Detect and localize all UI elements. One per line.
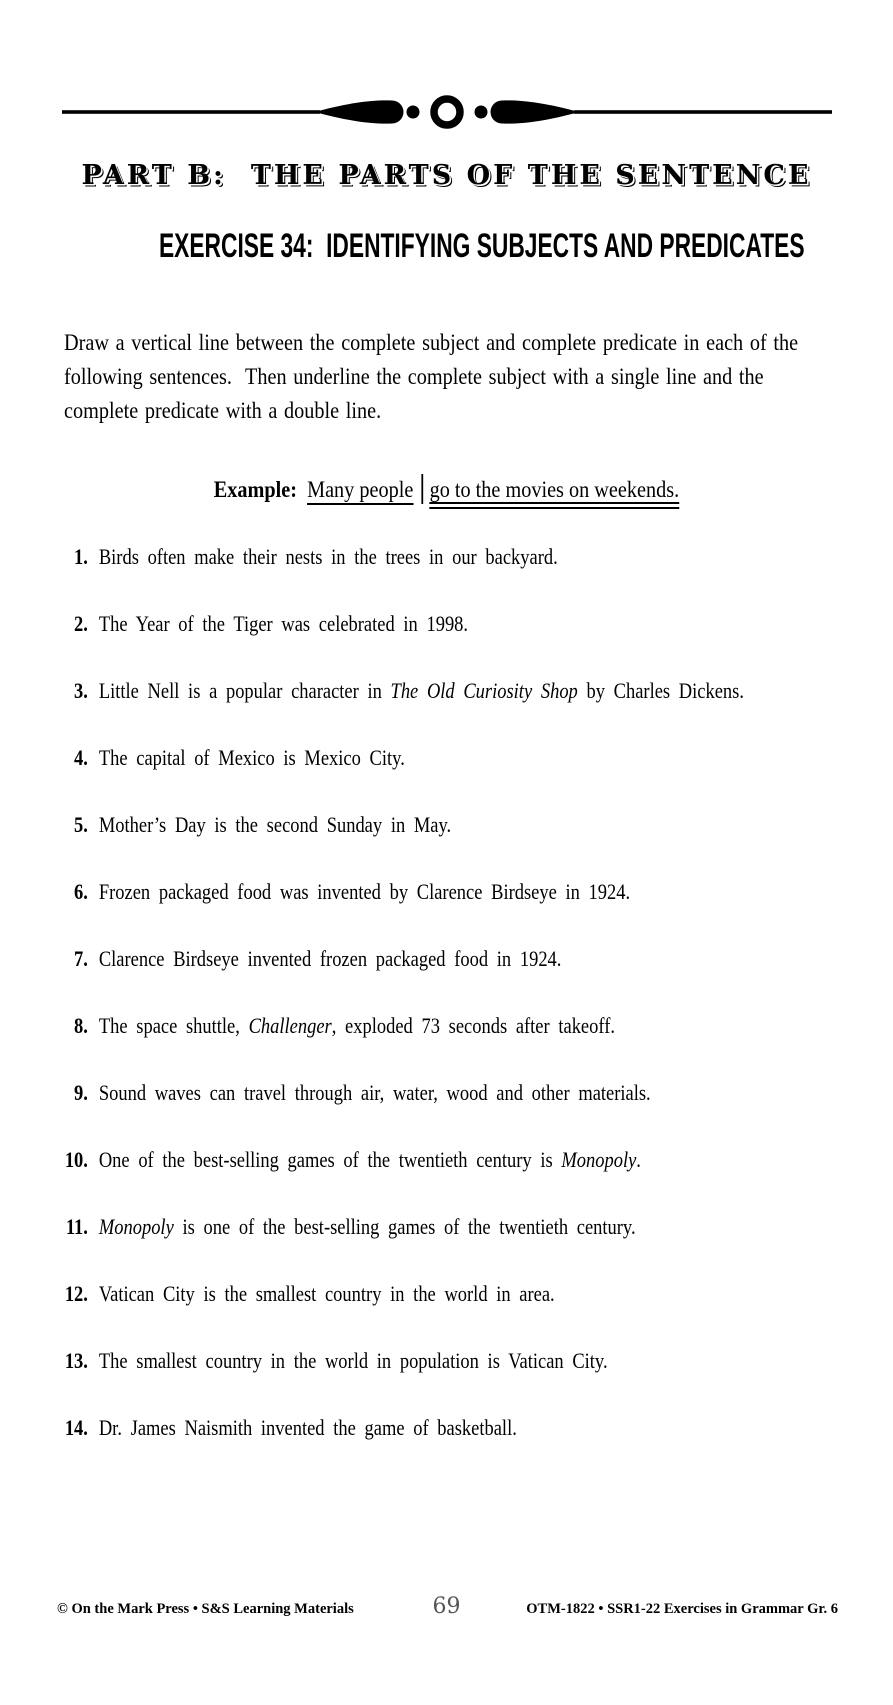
sentence-row-7	[56, 945, 759, 973]
sentence-segment: Vatican City is the smallest country in the world in area.	[98, 1281, 555, 1306]
sentence-text	[99, 1280, 555, 1308]
exercise-title: EXERCISE 34: IDENTIFYING SUBJECTS AND PREDICATES	[158, 227, 805, 265]
sentence-row-13	[56, 1347, 759, 1375]
example-label: Example:	[213, 477, 297, 502]
sentence-row-6	[56, 878, 759, 906]
part-title: PART B: THE PARTS OF THE SENTENCE	[81, 160, 812, 191]
sentence-row-11	[56, 1213, 759, 1241]
sentence-text	[99, 1079, 651, 1107]
footer-catalog-code: OTM-1822 • SSR1-22 Exercises in Grammar Gr. 6	[526, 1601, 838, 1617]
sentence-segment: One of the best-selling games of the twentieth century is	[98, 1147, 562, 1172]
sentence-number: 4.	[74, 745, 88, 770]
sentence-row-14	[56, 1414, 759, 1442]
sentence-segment-italic: Challenger	[248, 1013, 332, 1038]
sentence-segment: Mother’s Day is the second Sunday in May.	[98, 812, 452, 837]
sentence-number: 11.	[65, 1214, 88, 1239]
sentence-number: 9.	[74, 1080, 88, 1105]
sentence-number: 1.	[74, 544, 88, 569]
sentence-segment: by Charles Dickens.	[577, 678, 744, 703]
sentence-text	[99, 1146, 641, 1174]
sentence-number: 2.	[74, 611, 88, 636]
example-subject-underlined: Many people	[307, 477, 413, 505]
example-line-wrap	[0, 474, 893, 506]
sentence-number: 13.	[64, 1348, 88, 1373]
sentence-segment: The capital of Mexico is Mexico City.	[98, 745, 405, 770]
sentence-segment-italic: The Old Curiosity Shop	[390, 678, 578, 703]
sentence-row-2	[56, 610, 759, 638]
sentence-row-1	[56, 543, 759, 571]
sentence-number: 3.	[74, 678, 88, 703]
sentence-number: 14.	[64, 1415, 88, 1440]
sentence-segment-italic: Monopoly	[98, 1214, 174, 1239]
example-line	[214, 474, 679, 506]
sentence-text	[99, 1213, 636, 1241]
sentence-segment-italic: Monopoly	[561, 1147, 637, 1172]
divider-ornament-icon	[62, 94, 832, 130]
sentence-text	[99, 811, 451, 839]
sentence-text	[99, 610, 468, 638]
sentence-row-12	[56, 1280, 759, 1308]
sentence-text	[99, 1414, 517, 1442]
sentence-row-4	[56, 744, 759, 772]
sentence-segment: Birds often make their nests in the trees in our backyard.	[98, 544, 558, 569]
sentence-number: 6.	[74, 879, 88, 904]
example-gap	[297, 477, 307, 502]
sentence-segment: The space shuttle,	[98, 1013, 249, 1038]
sentence-text	[99, 744, 405, 772]
sentence-text	[99, 1347, 608, 1375]
sentence-segment: The Year of the Tiger was celebrated in 1998.	[98, 611, 469, 636]
sentence-number: 8.	[74, 1013, 88, 1038]
sentence-text	[99, 543, 558, 571]
sentence-text	[99, 945, 562, 973]
sentence-row-3	[56, 677, 759, 705]
sentence-segment: The smallest country in the world in population is Vatican City.	[98, 1348, 608, 1373]
sentence-segment: Sound waves can travel through air, water, wood and other materials.	[98, 1080, 651, 1105]
page-number: 69	[432, 1594, 461, 1619]
exercise-title-wrap	[0, 226, 893, 266]
example-predicate-double-underlined: go to the movies on weekends.	[430, 477, 680, 509]
sentence-text	[99, 1012, 615, 1040]
sentence-segment: is one of the best-selling games of the twentieth century.	[173, 1214, 636, 1239]
sentence-segment: Dr. James Naismith invented the game of basketball.	[98, 1415, 517, 1440]
sentence-segment: Little Nell is a popular character in	[98, 678, 391, 703]
sentence-segment: Frozen packaged food was invented by Clarence Birdseye in 1924.	[98, 879, 631, 904]
sentence-segment: , exploded 73 seconds after takeoff.	[331, 1013, 615, 1038]
sentence-row-10	[56, 1146, 759, 1174]
sentence-row-5	[56, 811, 759, 839]
instructions-paragraph: Draw a vertical line between the complete subject and complete predicate in each of the following sentences. Then underline the complete subject with a single line and the complete predicate with a double line.	[64, 330, 805, 423]
sentence-segment: Clarence Birdseye invented frozen packaged food in 1924.	[98, 946, 562, 971]
sentence-row-8	[56, 1012, 759, 1040]
sentence-number: 5.	[74, 812, 88, 837]
sentence-number: 12.	[64, 1281, 88, 1306]
footer-publisher: © On the Mark Press • S&S Learning Materials	[57, 1601, 354, 1617]
sentence-segment: .	[636, 1147, 641, 1172]
subject-predicate-divider-bar	[421, 474, 423, 504]
sentence-text	[99, 878, 630, 906]
sentence-number: 10.	[64, 1147, 88, 1172]
sentence-number: 7.	[74, 946, 88, 971]
sentence-text	[99, 677, 744, 705]
sentence-row-9	[56, 1079, 759, 1107]
sentence-list	[56, 543, 893, 1481]
